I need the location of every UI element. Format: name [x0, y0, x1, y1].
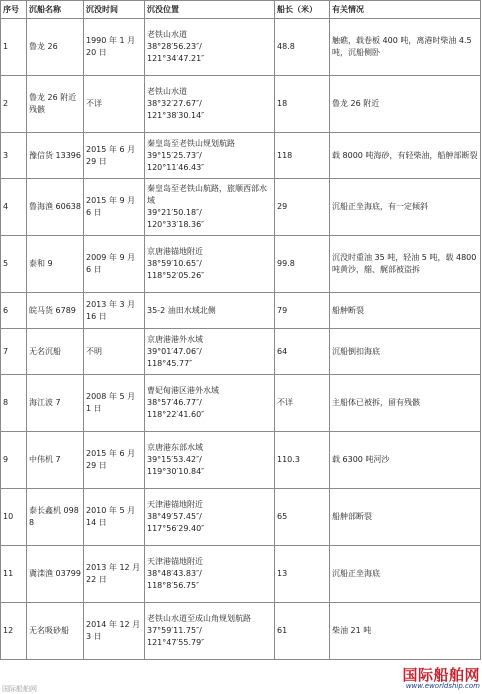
- position-line: 121°38′30.14″: [147, 111, 205, 120]
- cell-name: 鲁龙 26: [27, 19, 84, 76]
- position-line: 老铁山水道: [147, 30, 187, 39]
- cell-time: 不详: [84, 76, 145, 133]
- table-row: [1, 133, 481, 179]
- cell-length: 65: [275, 489, 330, 546]
- cell-no: 4: [1, 179, 27, 236]
- cell-name: 中伟机 7: [27, 432, 84, 489]
- table-row: [1, 546, 481, 603]
- cell-time: 2010 年 5 月 14 日: [84, 489, 145, 546]
- table-row: [1, 236, 481, 293]
- header-position: 沉没位置: [145, 1, 275, 19]
- table-row: [1, 603, 481, 660]
- cell-info: 沉没时重油 35 吨，轻油 5 吨，载 4800 吨黄沙，艏、艉部被盗拆: [330, 236, 481, 293]
- header-time: 沉没时间: [84, 1, 145, 19]
- cell-no: 3: [1, 133, 27, 179]
- cell-time: 2013 年 3 月 16 日: [84, 293, 145, 329]
- cell-info: 载 6300 吨河沙: [330, 432, 481, 489]
- cell-info: 柴油 21 吨: [330, 603, 481, 660]
- cell-position: [145, 375, 275, 432]
- watermark-logo: [402, 668, 480, 690]
- cell-position: [145, 293, 275, 329]
- position-line: 38°32′27.67″/: [147, 99, 202, 108]
- cell-time: 2013 年 12 月 22 日: [84, 546, 145, 603]
- cell-position: [145, 179, 275, 236]
- position-line: 老铁山水道至成山角规划航路: [147, 614, 251, 623]
- position-line: 曹妃甸港区港外水域: [147, 386, 219, 395]
- watermark-url: www.eworldship.com: [405, 682, 480, 690]
- cell-name: 冀滦渔 03799: [27, 546, 84, 603]
- cell-info: 触礁，载卷板 400 吨，离港时柴油 4.5 吨，沉船侧卧: [330, 19, 481, 76]
- cell-time: 2015 年 9 月 6 日: [84, 179, 145, 236]
- position-line: 118°8′56.75″: [147, 581, 200, 590]
- cell-name: 鲁海渔 60638: [27, 179, 84, 236]
- position-line: 38°28′56.23″/: [147, 42, 202, 51]
- cell-time: 2009 年 9 月 6 日: [84, 236, 145, 293]
- position-line: 119°30′10.84″: [147, 467, 205, 476]
- cell-length: 61: [275, 603, 330, 660]
- cell-position: [145, 236, 275, 293]
- position-line: 39°15′25.73″/: [147, 150, 202, 160]
- cell-no: 10: [1, 489, 27, 546]
- cell-length: 99.8: [275, 236, 330, 293]
- header-name: 沉船名称: [27, 1, 84, 19]
- position-line: 118°52′05.26″: [147, 271, 205, 280]
- cell-name: 皖马货 6789: [27, 293, 84, 329]
- position-line: 117°56′29.40″: [147, 524, 205, 533]
- position-line: 37°59′11.75″/: [147, 626, 202, 635]
- cell-info: 鲁龙 26 附近: [330, 76, 481, 133]
- cell-time: 2008 年 5 月 1 日: [84, 375, 145, 432]
- cell-position: [145, 603, 275, 660]
- cell-name: 海江波 7: [27, 375, 84, 432]
- table-row: [1, 489, 481, 546]
- cell-no: 1: [1, 19, 27, 76]
- cell-length: 110.3: [275, 432, 330, 489]
- cell-position: [145, 133, 275, 179]
- cell-info: 沉船正坐海底，有一定倾斜: [330, 179, 481, 236]
- cell-info: 沉船正坐海底: [330, 546, 481, 603]
- cell-name: 无名沉船: [27, 329, 84, 375]
- position-line: 38°48′43.83″/: [147, 569, 202, 578]
- header-row: [1, 1, 481, 19]
- cell-length: 13: [275, 546, 330, 603]
- cell-time: 1990 年 1 月 20 日: [84, 19, 145, 76]
- cell-length: 48.8: [275, 19, 330, 76]
- position-line: 121°34′47.21″: [147, 54, 205, 63]
- position-line: 121°47′55.79″: [147, 638, 205, 647]
- cell-length: 18: [275, 76, 330, 133]
- position-line: 118°45.77″: [147, 358, 193, 368]
- cell-name: 无名吸砂船: [27, 603, 84, 660]
- cell-time: 2014 年 12 月 3 日: [84, 603, 145, 660]
- table-row: [1, 76, 481, 133]
- header-length: 船长（米）: [275, 1, 330, 19]
- cell-info: 主船体已被拆，留有残骸: [330, 375, 481, 432]
- table-row: [1, 432, 481, 489]
- header-info: 有关情况: [330, 1, 481, 19]
- cell-name: 泰和 9: [27, 236, 84, 293]
- position-line: 35-2 油田水域北侧: [147, 305, 216, 315]
- position-line: 秦皇岛至老铁山航路，旅顺西部水域: [147, 184, 267, 205]
- trailing-text: 国际船舶网: [2, 685, 37, 693]
- table-row: [1, 329, 481, 375]
- position-line: 京唐港港外水域: [147, 334, 203, 344]
- cell-no: 11: [1, 546, 27, 603]
- position-line: 天津港锚地附近: [147, 557, 203, 566]
- cell-name: 鲁龙 26 附近残骸: [27, 76, 84, 133]
- position-line: 天津港锚地附近: [147, 500, 203, 509]
- table-row: [1, 375, 481, 432]
- cell-position: [145, 19, 275, 76]
- table-row: [1, 293, 481, 329]
- header-no: 序号: [1, 1, 27, 19]
- cell-no: 9: [1, 432, 27, 489]
- cell-time: 不明: [84, 329, 145, 375]
- cell-no: 12: [1, 603, 27, 660]
- cell-position: [145, 546, 275, 603]
- position-line: 38°59′10.65″/: [147, 259, 202, 268]
- cell-time: 2015 年 6 月 29 日: [84, 432, 145, 489]
- cell-length: 29: [275, 179, 330, 236]
- cell-position: [145, 432, 275, 489]
- cell-length: 64: [275, 329, 330, 375]
- cell-position: [145, 329, 275, 375]
- position-line: 39°15′53.42″/: [147, 455, 202, 464]
- position-line: 京唐港锚地附近: [147, 247, 203, 256]
- cell-no: 5: [1, 236, 27, 293]
- cell-no: 2: [1, 76, 27, 133]
- cell-length: 79: [275, 293, 330, 329]
- position-line: 38°49′57.45″/: [147, 512, 202, 521]
- cell-info: 载 8000 吨海砂，有轻柴油，船舯部断裂: [330, 133, 481, 179]
- position-line: 京唐港东部水域: [147, 443, 203, 452]
- cell-time: 2015 年 6 月 29 日: [84, 133, 145, 179]
- watermark-title: 国际船舶网: [402, 666, 480, 684]
- cell-info: 船舯断裂: [330, 293, 481, 329]
- cell-info: 船舯部断裂: [330, 489, 481, 546]
- cell-no: 6: [1, 293, 27, 329]
- cell-length: 不详: [275, 375, 330, 432]
- table-row: [1, 19, 481, 76]
- cell-name: 泰长鑫机 0988: [27, 489, 84, 546]
- cell-position: [145, 76, 275, 133]
- position-line: 秦皇岛至老铁山规划航路: [147, 138, 235, 148]
- position-line: 118°22′41.60″: [147, 410, 205, 419]
- position-line: 39°21′50.18″/: [147, 208, 202, 217]
- cell-no: 7: [1, 329, 27, 375]
- table-row: [1, 179, 481, 236]
- position-line: 老铁山水道: [147, 87, 187, 96]
- cell-position: [145, 489, 275, 546]
- table-body: [1, 19, 481, 660]
- cell-name: 豫信货 13396: [27, 133, 84, 179]
- position-line: 39°01′47.06″/: [147, 346, 202, 356]
- position-line: 38°57′46.77″/: [147, 398, 202, 407]
- cell-info: 沉船倒扣海底: [330, 329, 481, 375]
- position-line: 120°11′46.43″: [147, 162, 205, 172]
- cell-no: 8: [1, 375, 27, 432]
- cell-length: 118: [275, 133, 330, 179]
- position-line: 120°33′18.36″: [147, 220, 205, 229]
